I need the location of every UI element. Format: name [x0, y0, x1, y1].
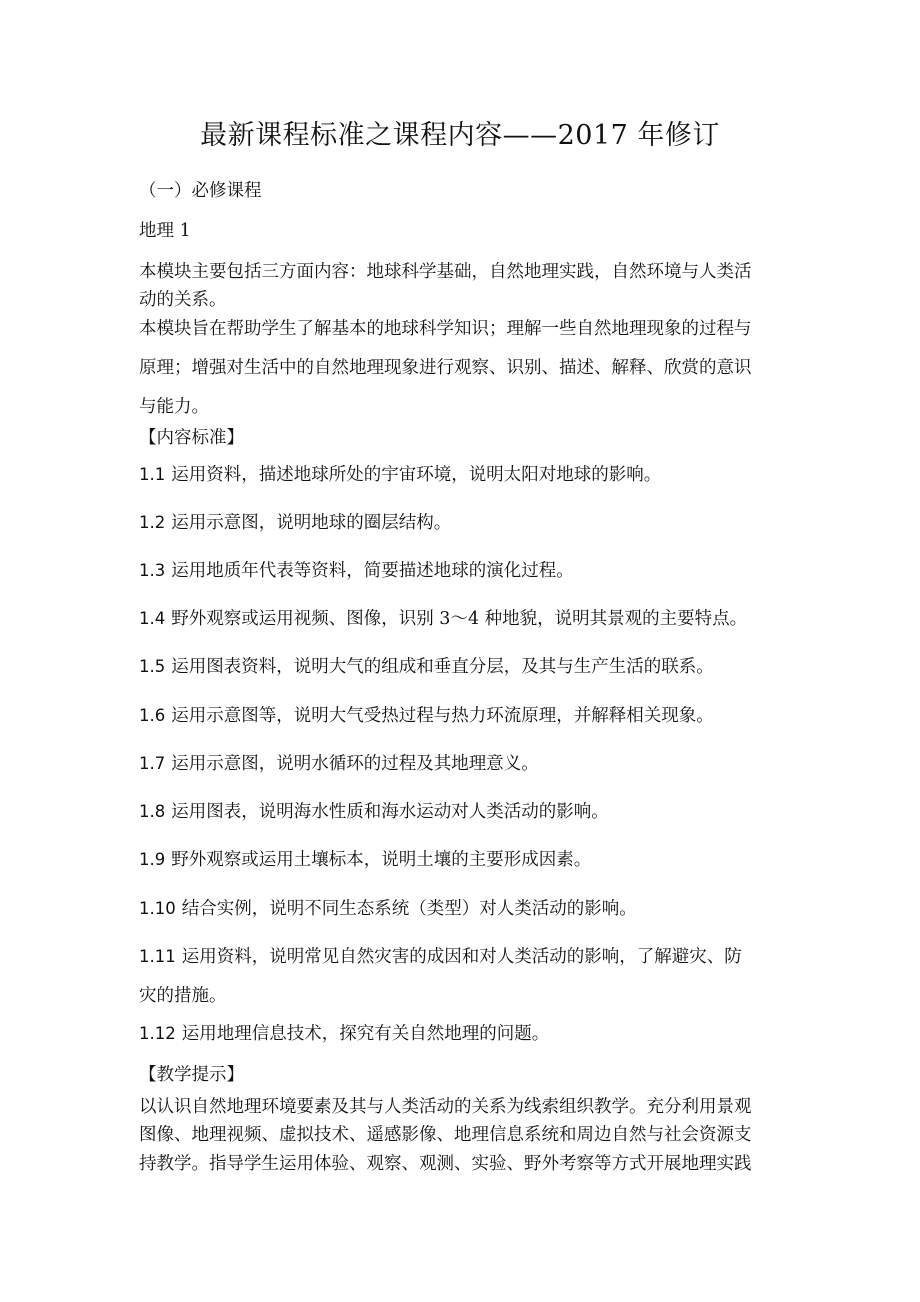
standard-number: 1.11 — [139, 947, 176, 966]
standard-text: 灾的措施。 — [139, 986, 227, 1006]
standard-text: 运用图表资料，说明大气的组成和垂直分层，及其与生产生活的联系。 — [171, 657, 714, 677]
standard-text: 运用图表，说明海水性质和海水运动对人类活动的影响。 — [171, 802, 609, 822]
standard-item — [139, 462, 789, 488]
standard-number: 1.1 — [139, 465, 166, 484]
standard-text: 野外观察或运用土壤标本，说明土壤的主要形成因素。 — [171, 850, 592, 870]
standard-text: 野外观察或运用视频、图像，识别 3～4 种地貌，说明其景观的主要特点。 — [171, 609, 748, 629]
standard-item — [139, 751, 789, 777]
document-title: 最新课程标准之课程内容——2017 年修订 — [200, 120, 720, 151]
standard-item — [139, 654, 789, 680]
standard-text: 运用示意图，说明水循环的过程及其地理意义。 — [171, 754, 539, 774]
standard-text: 运用示意图等，说明大气受热过程与热力环流原理，并解释相关现象。 — [171, 706, 714, 726]
intro-line: 本模块主要包括三方面内容：地球科学基础，自然地理实践，自然环境与人类活 — [139, 262, 752, 282]
standard-text: 运用地质年代表等资料，简要描述地球的演化过程。 — [171, 561, 574, 581]
standard-item — [139, 606, 789, 632]
standard-number: 1.8 — [139, 802, 166, 821]
standard-text: 运用示意图，说明地球的圈层结构。 — [171, 513, 452, 533]
standard-number: 1.5 — [139, 657, 166, 676]
standard-item — [139, 703, 789, 729]
teaching-line: 以认识自然地理环境要素及其与人类活动的关系为线索组织教学。充分利用景观 — [139, 1097, 752, 1117]
standard-text: 运用资料，描述地球所处的宇宙环境，说明太阳对地球的影响。 — [171, 465, 662, 485]
intro-line: 本模块旨在帮助学生了解基本的地球科学知识；理解一些自然地理现象的过程与 — [139, 319, 752, 339]
module-heading: 地理 1 — [139, 221, 191, 241]
standard-number: 1.7 — [139, 754, 166, 773]
standard-item — [139, 1021, 789, 1047]
standard-number: 1.3 — [139, 561, 166, 580]
standard-number: 1.12 — [139, 1024, 176, 1043]
intro-line: 与能力。 — [139, 397, 209, 417]
standard-item — [139, 510, 789, 536]
content-standard-heading: 【内容标准】 — [139, 428, 244, 448]
standard-number: 1.10 — [139, 899, 176, 918]
standard-text: 结合实例，说明不同生态系统（类型）对人类活动的影响。 — [181, 899, 637, 919]
standard-text: 运用地理信息技术，探究有关自然地理的问题。 — [181, 1024, 550, 1044]
standard-item-continued — [139, 983, 789, 1009]
teaching-tips-heading: 【教学提示】 — [139, 1065, 244, 1085]
standard-number: 1.2 — [139, 513, 166, 532]
standard-item — [139, 799, 789, 825]
teaching-line: 持教学。指导学生运用体验、观察、观测、实验、野外考察等方式开展地理实践 — [139, 1154, 752, 1174]
standard-number: 1.9 — [139, 850, 166, 869]
teaching-line: 图像、地理视频、虚拟技术、遥感影像、地理信息系统和周边自然与社会资源支 — [139, 1125, 752, 1145]
intro-line: 原理；增强对生活中的自然地理现象进行观察、识别、描述、解释、欣赏的意识 — [139, 358, 752, 378]
section-heading: （一）必修课程 — [139, 181, 262, 201]
standard-item — [139, 558, 789, 584]
standard-number: 1.4 — [139, 609, 166, 628]
standard-item — [139, 944, 789, 970]
intro-line: 动的关系。 — [139, 290, 227, 310]
standard-number: 1.6 — [139, 706, 166, 725]
standard-item — [139, 847, 789, 873]
standard-item — [139, 896, 789, 922]
standard-text: 运用资料，说明常见自然灾害的成因和对人类活动的影响，了解避灾、防 — [181, 947, 742, 967]
